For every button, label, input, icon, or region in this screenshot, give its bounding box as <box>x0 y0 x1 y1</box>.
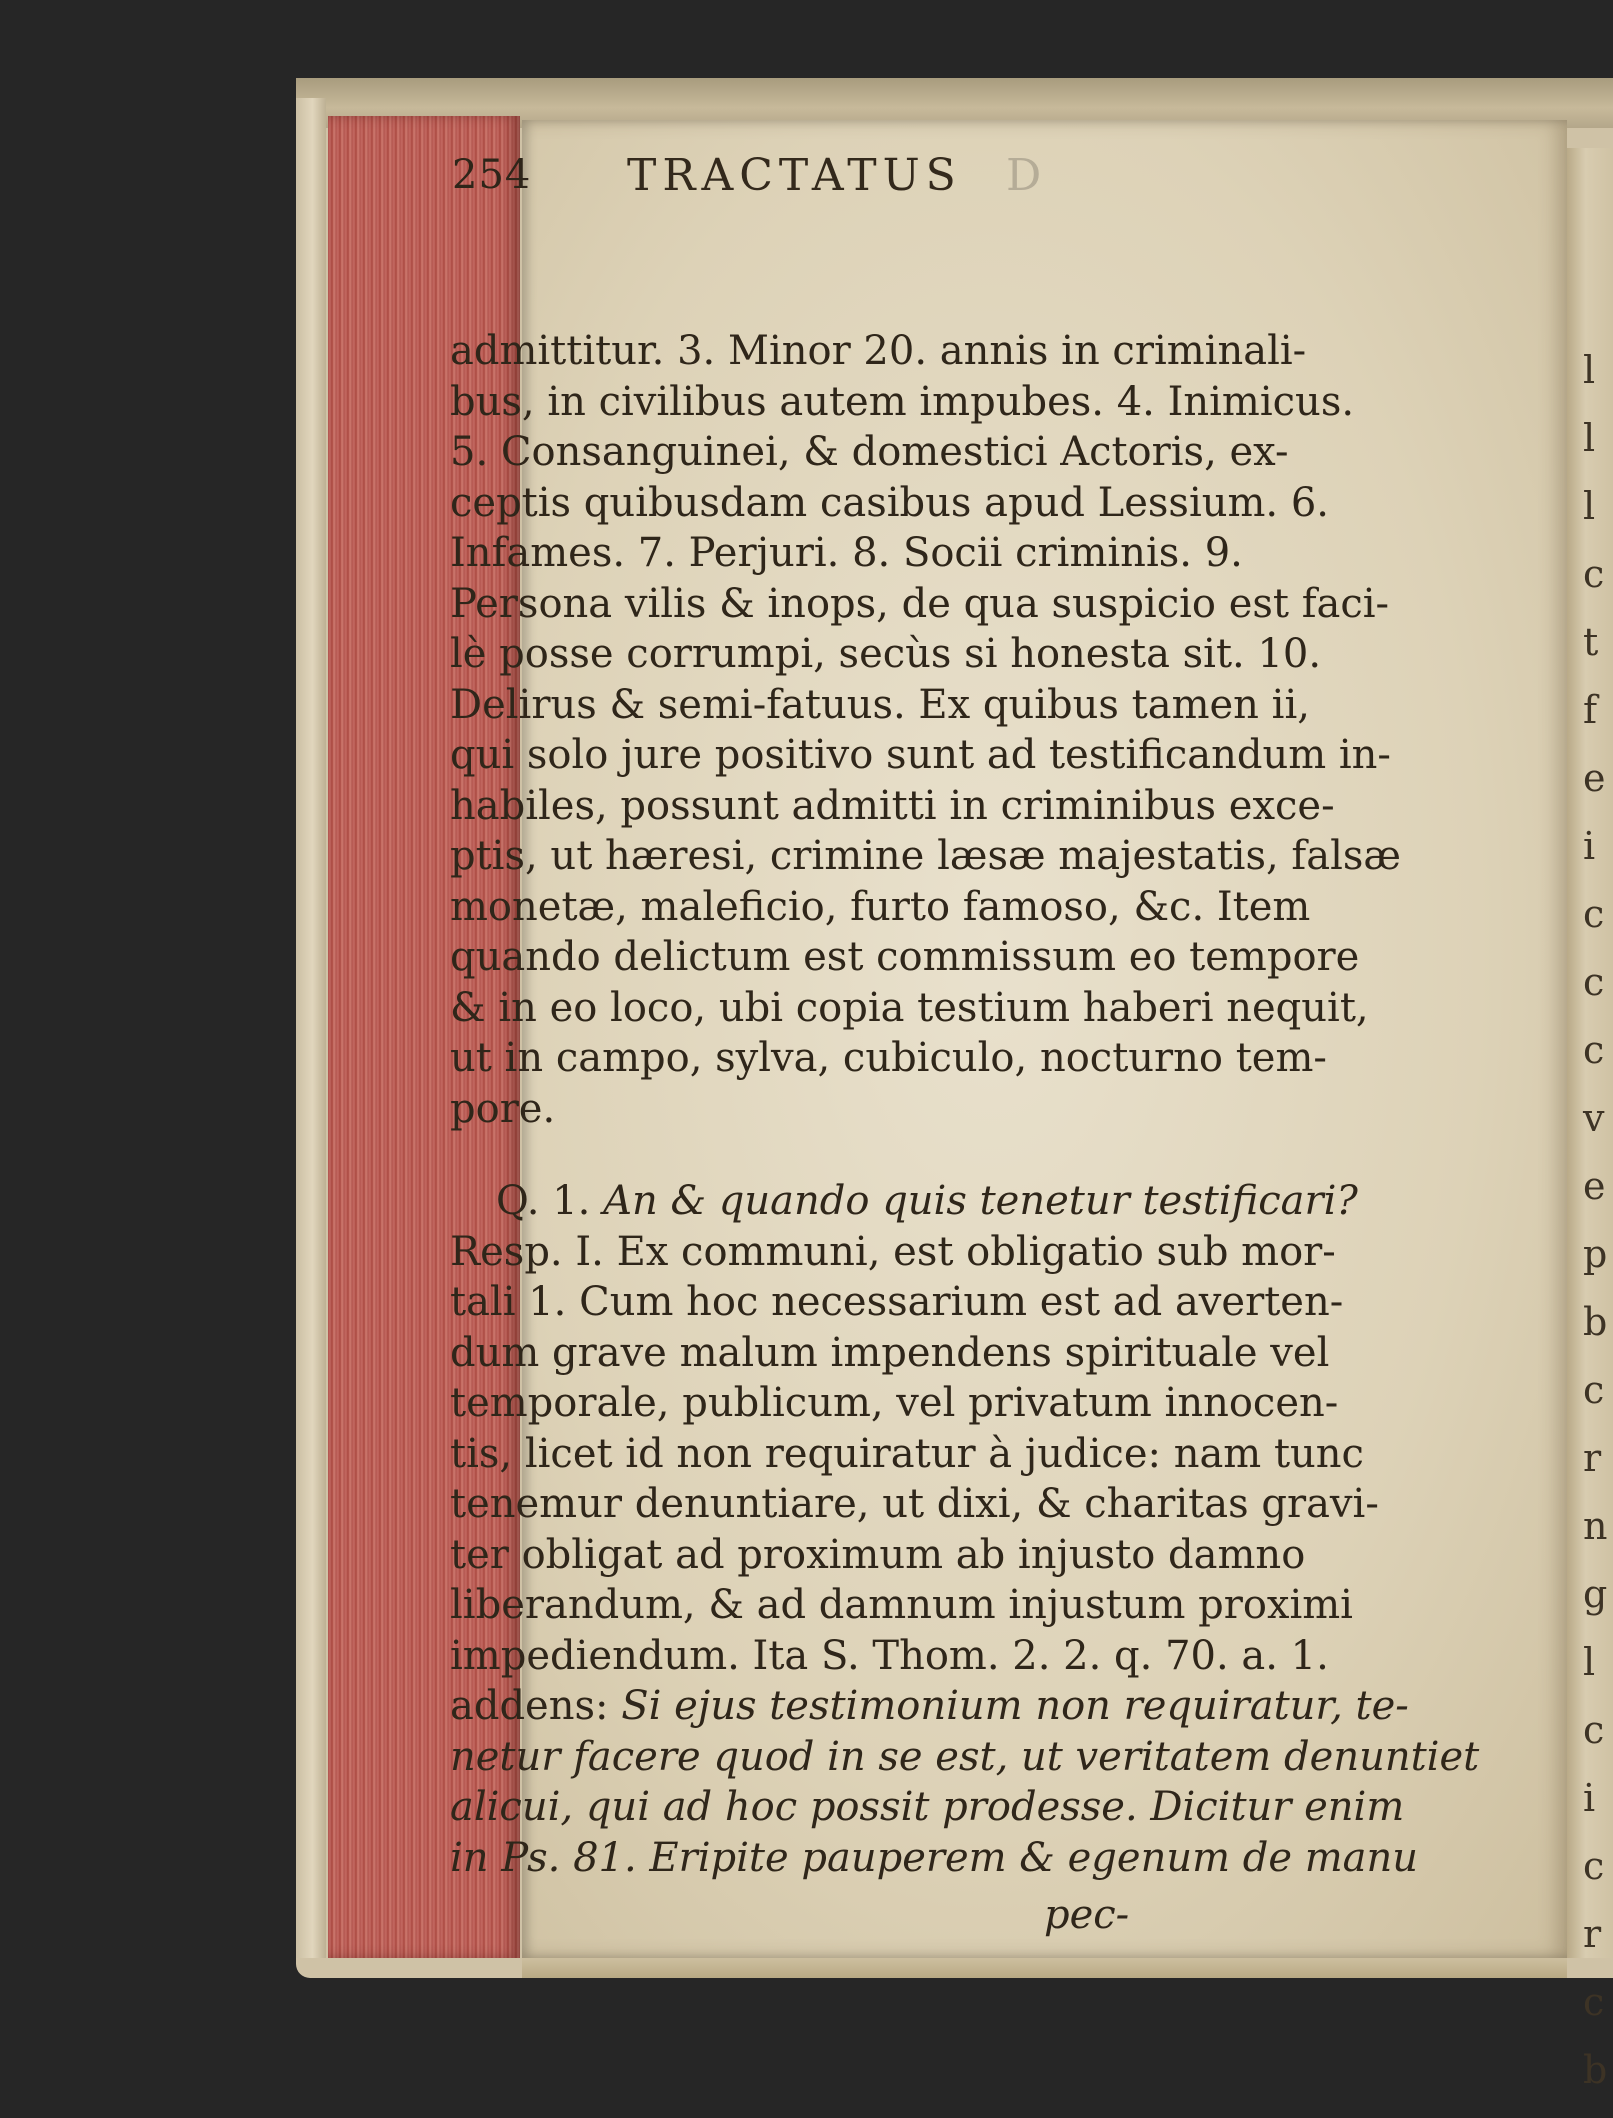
page-header <box>0 148 1613 208</box>
question-number: Q. 1. <box>496 1178 591 1224</box>
next-page-letter: r <box>1583 1436 1602 1480</box>
next-page-letter: c <box>1583 552 1605 596</box>
body-line: monetæ, maleficio, furto famoso, &c. Item <box>450 883 1311 930</box>
catchword: pec- <box>1044 1892 1130 1938</box>
body-line: admittitur. 3. Minor 20. annis in criminali- <box>450 328 1307 374</box>
next-page-letter: f <box>1583 688 1598 732</box>
body-line: Infames. 7. Perjuri. 8. Socii criminis. 9. <box>450 530 1243 576</box>
next-page-letter: p <box>1583 1232 1608 1276</box>
next-page-letter: b <box>1583 2048 1608 2092</box>
next-page-letter: i <box>1583 824 1596 868</box>
next-page-letter: e <box>1583 756 1606 800</box>
body-line: Delirus & semi-fatuus. Ex quibus tamen ii, <box>450 681 1310 728</box>
response-line: impediendum. Ita S. Thom. 2. 2. q. 70. a. 1. <box>450 1632 1329 1679</box>
response-line: tali 1. Cum hoc necessarium est ad averten- <box>450 1279 1344 1325</box>
body-line: Persona vilis & inops, de qua suspicio est faci- <box>450 580 1390 627</box>
response-line: tis, licet id non requiratur à judice: nam tunc <box>450 1430 1364 1477</box>
response-line: temporale, publicum, vel privatum innocen- <box>450 1380 1339 1426</box>
body-line: habiles, possunt admitti in criminibus exce- <box>450 782 1335 829</box>
response-line: dum grave malum impendens spirituale vel <box>450 1329 1330 1376</box>
next-page-letter: i <box>1583 1776 1596 1820</box>
quote-line: alicui, qui ad hoc possit prodesse. Dicitur enim <box>450 1784 1405 1830</box>
next-page-letter: v <box>1583 1096 1605 1140</box>
question-text: An & quando quis tenetur testificari? <box>603 1178 1358 1224</box>
next-page-letter: t <box>1583 620 1599 664</box>
next-page-letter: c <box>1583 1708 1605 1752</box>
response-line: liberandum, & ad damnum injustum proximi <box>450 1582 1353 1628</box>
body-line: & in eo loco, ubi copia testium haberi nequit, <box>450 984 1369 1031</box>
response-line: addens: <box>450 1683 622 1729</box>
running-title-faded: D <box>1006 150 1048 201</box>
response-line-with-quote <box>450 1681 1409 1732</box>
next-page-letter: c <box>1583 1980 1605 2024</box>
next-page-letter: r <box>1583 1912 1602 1956</box>
page-number: 254 <box>452 152 532 198</box>
body-line: ut in campo, sylva, cubiculo, nocturno tem- <box>450 1035 1327 1081</box>
next-page-letter: n <box>1583 1504 1608 1548</box>
next-page-letter: e <box>1583 1164 1606 1208</box>
quote-line: Si ejus testimonium non requiratur, te- <box>621 1683 1409 1729</box>
next-page-letter: b <box>1583 1300 1608 1344</box>
next-page-letter: l <box>1583 1640 1596 1684</box>
next-page-letter: c <box>1583 1028 1605 1072</box>
running-title: TRACTATUS <box>627 150 962 201</box>
body-line: ptis, ut hæresi, crimine læsæ majestatis, falsæ <box>450 833 1401 879</box>
quote-line: in Ps. 81. Eripite pauperem & egenum de manu <box>450 1834 1419 1881</box>
next-page-letter: c <box>1583 1844 1605 1888</box>
response-line: Resp. I. Ex communi, est obligatio sub mor- <box>450 1228 1336 1275</box>
next-page-letter: c <box>1583 892 1605 936</box>
response-line: tenemur denuntiare, ut dixi, & charitas gravi- <box>450 1481 1379 1527</box>
next-page-letter: c <box>1583 1368 1605 1412</box>
page-bottom-edge <box>522 1958 1567 1978</box>
paragraph-gap <box>450 1134 1200 1176</box>
question-heading <box>450 1176 1358 1227</box>
body-line: pore. <box>450 1085 556 1132</box>
next-page-letter: l <box>1583 416 1596 460</box>
body-line: lè posse corrumpi, secùs si honesta sit. 10. <box>450 631 1322 677</box>
next-page-letter: l <box>1583 484 1596 528</box>
body-line: ceptis quibusdam casibus apud Lessium. 6. <box>450 479 1330 526</box>
next-page-letter: l <box>1583 348 1596 392</box>
response-line: ter obligat ad proximum ab injusto damno <box>450 1531 1306 1578</box>
quote-line: netur facere quod in se est, ut veritatem denuntiet <box>450 1733 1480 1780</box>
next-page-letter: c <box>1583 960 1605 1004</box>
page-text <box>450 326 1480 1883</box>
body-line: 5. Consanguinei, & domestici Actoris, ex- <box>450 429 1289 475</box>
right-page-edge <box>1567 148 1613 2092</box>
body-line: quando delictum est commissum eo tempore <box>450 934 1360 980</box>
body-line: bus, in civilibus autem impubes. 4. Inimicus. <box>450 378 1355 425</box>
cover-edge <box>296 98 326 1958</box>
body-line: qui solo jure positivo sunt ad testificandum in- <box>450 732 1391 778</box>
next-page-letter: g <box>1583 1572 1608 1616</box>
